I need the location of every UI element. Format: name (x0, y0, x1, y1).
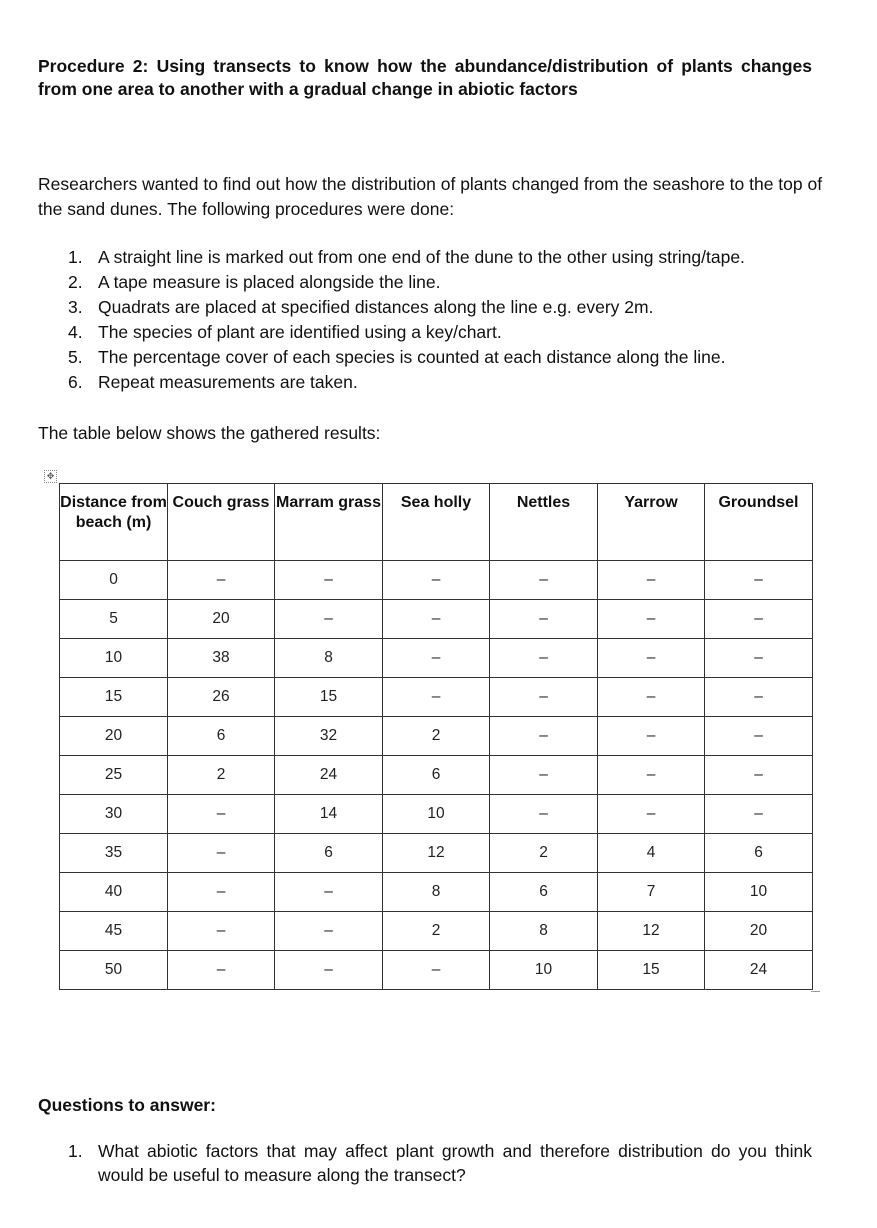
cover-cell: – (490, 795, 598, 834)
list-item (38, 320, 745, 345)
cover-cell: 4 (598, 834, 705, 873)
header-sea-holly: Sea holly (383, 484, 490, 561)
header-couch-grass: Couch grass (168, 484, 275, 561)
list-item (38, 245, 745, 270)
cover-cell: 6 (275, 834, 383, 873)
cover-cell: – (598, 678, 705, 717)
cover-cell: – (383, 639, 490, 678)
cover-cell: 6 (490, 873, 598, 912)
distance-cell: 30 (60, 795, 168, 834)
header-nettles: Nettles (490, 484, 598, 561)
questions-list (38, 1139, 812, 1187)
cover-cell: – (490, 717, 598, 756)
distance-cell: 25 (60, 756, 168, 795)
list-item (38, 370, 745, 395)
distance-cell: 5 (60, 600, 168, 639)
distance-cell: 40 (60, 873, 168, 912)
distance-cell: 35 (60, 834, 168, 873)
cover-cell: – (490, 678, 598, 717)
cover-cell: – (705, 678, 813, 717)
table-row (60, 834, 813, 873)
cover-cell: 2 (383, 912, 490, 951)
cover-cell: – (168, 834, 275, 873)
cover-cell: – (168, 795, 275, 834)
step-text: A tape measure is placed alongside the line. (98, 272, 441, 292)
cover-cell: – (168, 912, 275, 951)
cover-cell: 15 (598, 951, 705, 990)
distance-cell: 15 (60, 678, 168, 717)
table-body (60, 561, 813, 990)
cover-cell: – (705, 639, 813, 678)
cover-cell: – (275, 600, 383, 639)
procedure-heading: Procedure 2: Using transects to know how the abundance/distribution of plants changes from one area to another with a gradual change in abiotic factors (38, 56, 812, 99)
distance-cell: 45 (60, 912, 168, 951)
cover-cell: – (490, 561, 598, 600)
cover-cell: 12 (598, 912, 705, 951)
questions-title: Questions to answer: (38, 1095, 216, 1115)
table-intro: The table below shows the gathered results: (38, 423, 381, 443)
intro-paragraph: Researchers wanted to find out how the distribution of plants changed from the seashore to the top of the sand dunes. The following procedures were done: (38, 174, 823, 219)
distance-cell: 50 (60, 951, 168, 990)
move-icon[interactable]: ✥ (44, 470, 57, 483)
table-row (60, 717, 813, 756)
cover-cell: 15 (275, 678, 383, 717)
cover-cell: 2 (383, 717, 490, 756)
list-item (38, 1139, 812, 1187)
cover-cell: – (383, 561, 490, 600)
step-text: Quadrats are placed at specified distances along the line e.g. every 2m. (98, 297, 654, 317)
list-item (38, 295, 745, 320)
cover-cell: – (705, 756, 813, 795)
cover-cell: – (168, 561, 275, 600)
cover-cell: 32 (275, 717, 383, 756)
cover-cell: 10 (705, 873, 813, 912)
header-yarrow: Yarrow (598, 484, 705, 561)
distance-cell: 20 (60, 717, 168, 756)
cover-cell: – (705, 717, 813, 756)
cover-cell: 6 (383, 756, 490, 795)
cover-cell: – (490, 600, 598, 639)
distance-cell: 0 (60, 561, 168, 600)
list-item (38, 270, 745, 295)
step-text: Repeat measurements are taken. (98, 372, 358, 392)
step-number: 6. (68, 372, 83, 392)
step-number: 2. (68, 272, 83, 292)
table-row (60, 873, 813, 912)
cover-cell: 2 (490, 834, 598, 873)
cover-cell: – (598, 717, 705, 756)
cover-cell: 8 (275, 639, 383, 678)
cover-cell: – (705, 795, 813, 834)
table-row (60, 561, 813, 600)
cover-cell: – (383, 678, 490, 717)
procedure-steps (38, 245, 745, 395)
list-item (38, 345, 745, 370)
question-number: 1. (68, 1141, 83, 1161)
table-resize-handle[interactable] (811, 991, 820, 992)
table-header-row (60, 484, 813, 561)
cover-cell: – (490, 756, 598, 795)
table-row (60, 951, 813, 990)
cover-cell: 20 (705, 912, 813, 951)
cover-cell: – (598, 600, 705, 639)
step-text: A straight line is marked out from one end of the dune to the other using string/tape. (98, 247, 745, 267)
cover-cell: 14 (275, 795, 383, 834)
table-row (60, 795, 813, 834)
table-row (60, 756, 813, 795)
cover-cell: – (383, 600, 490, 639)
cover-cell: 8 (490, 912, 598, 951)
step-number: 3. (68, 297, 83, 317)
cover-cell: – (598, 639, 705, 678)
cover-cell: – (598, 756, 705, 795)
header-distance: Distance from beach (m) (60, 484, 168, 561)
cover-cell: 2 (168, 756, 275, 795)
cover-cell: 12 (383, 834, 490, 873)
cover-cell: 10 (490, 951, 598, 990)
cover-cell: – (490, 639, 598, 678)
step-number: 5. (68, 347, 83, 367)
cover-cell: 10 (383, 795, 490, 834)
cover-cell: 6 (168, 717, 275, 756)
table-row (60, 678, 813, 717)
cover-cell: 38 (168, 639, 275, 678)
cover-cell: – (168, 951, 275, 990)
cover-cell: 24 (705, 951, 813, 990)
cover-cell: – (383, 951, 490, 990)
cover-cell: 6 (705, 834, 813, 873)
distance-cell: 10 (60, 639, 168, 678)
question-text: What abiotic factors that may affect plant growth and therefore distribution do you think would be useful to measure along the transect? (98, 1141, 812, 1185)
step-text: The species of plant are identified using a key/chart. (98, 322, 502, 342)
cover-cell: – (275, 912, 383, 951)
header-marram-grass: Marram grass (275, 484, 383, 561)
cover-cell: 24 (275, 756, 383, 795)
cover-cell: 20 (168, 600, 275, 639)
cover-cell: – (598, 561, 705, 600)
cover-cell: 8 (383, 873, 490, 912)
step-text: The percentage cover of each species is counted at each distance along the line. (98, 347, 726, 367)
table-row (60, 639, 813, 678)
cover-cell: – (598, 795, 705, 834)
cover-cell: – (275, 873, 383, 912)
cover-cell: – (275, 951, 383, 990)
cover-cell: 7 (598, 873, 705, 912)
cover-cell: – (705, 600, 813, 639)
step-number: 1. (68, 247, 83, 267)
step-number: 4. (68, 322, 83, 342)
cover-cell: – (168, 873, 275, 912)
table-row (60, 600, 813, 639)
results-table (59, 483, 813, 990)
cover-cell: – (275, 561, 383, 600)
table-row (60, 912, 813, 951)
cover-cell: – (705, 561, 813, 600)
header-groundsel: Groundsel (705, 484, 813, 561)
cover-cell: 26 (168, 678, 275, 717)
